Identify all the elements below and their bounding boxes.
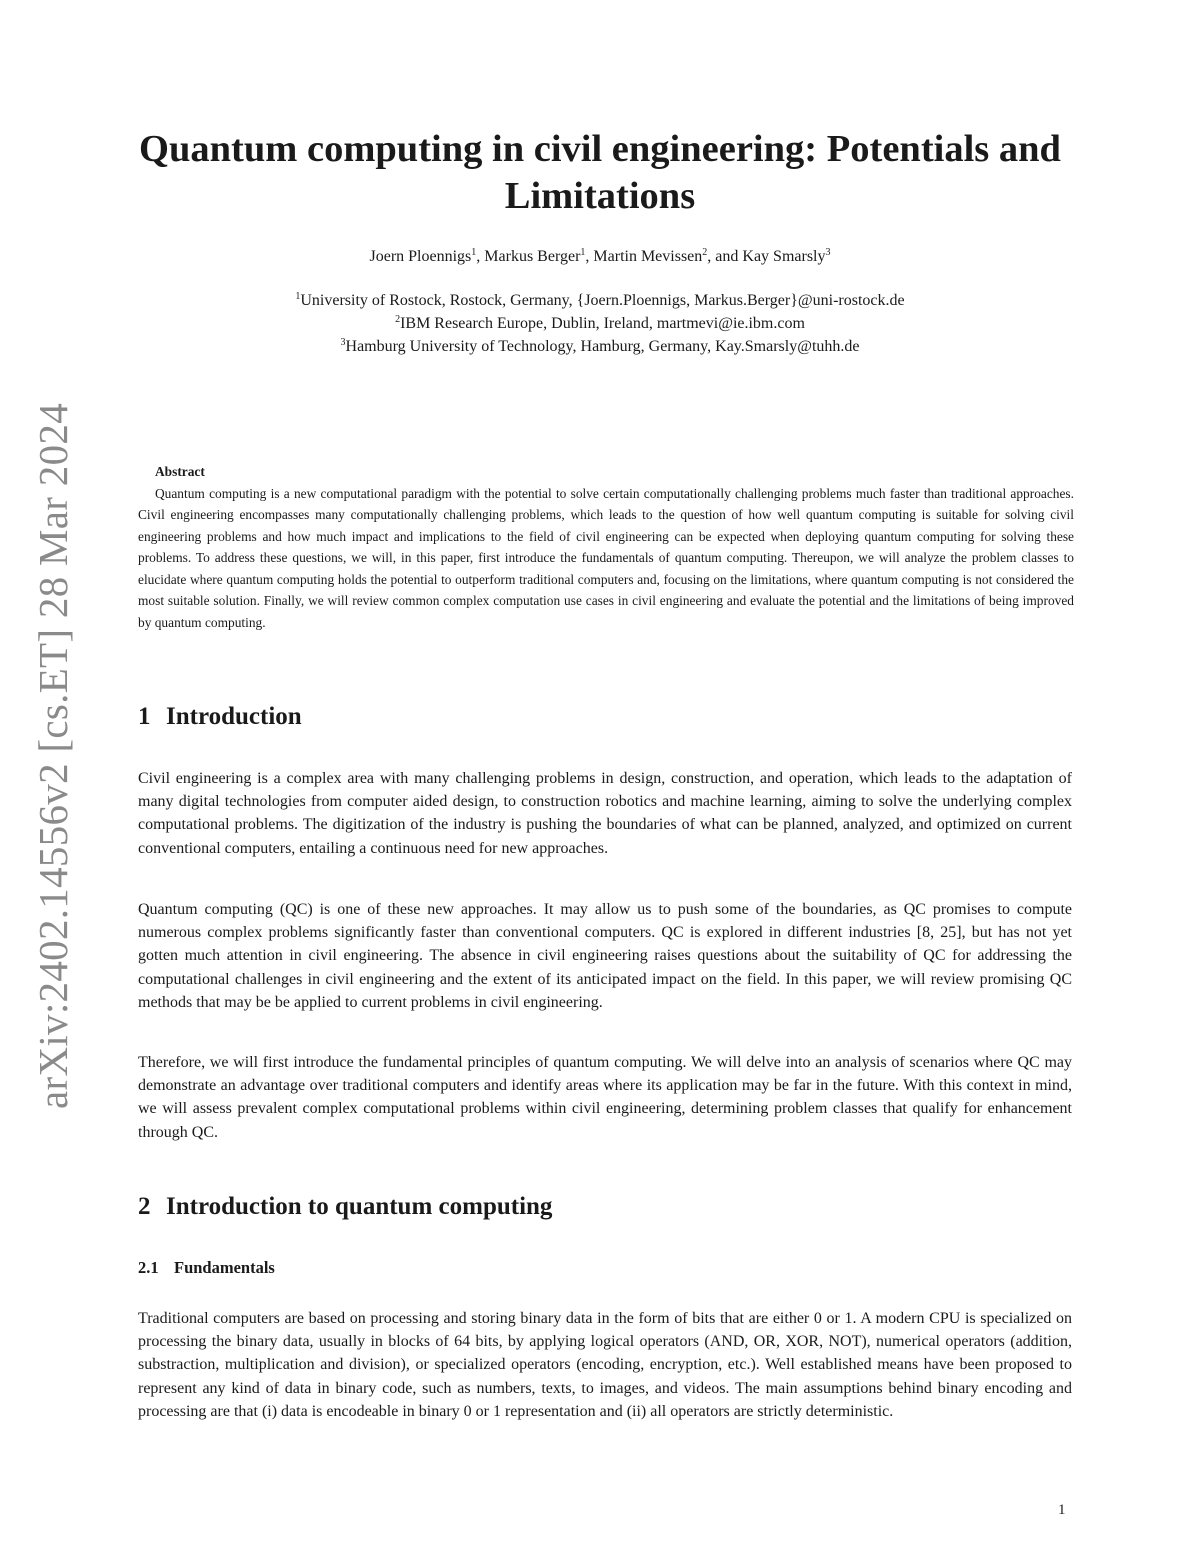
body-paragraph: Traditional computers are based on processing and storing binary data in the form of bits that are either 0 or 1. A modern CPU is specialized on processing the binary data, usually in blocks of 64 bits, by applying logical operators (AND, OR, XOR, NOT), numerical operators (addition, substraction, multiplication and division), or specialized operators (encoding, encryption, etc.). Well established means have been proposed to represent any kind of data in binary code, such as numbers, texts, to images, and videos. The main assumptions behind binary encoding and processing are that (i) data is encodeable in binary 0 or 1 representation and (ii) all operators are strictly deterministic. [138,1310,1072,1420]
body-paragraph: Therefore, we will first introduce the fundamental principles of quantum computing. We will delve into an analysis of scenarios where QC may demonstrate an advantage over traditional computers and identify areas where its application may be far in the future. With this context in mind, we will assess prevalent complex computational problems within civil engineering, determining problem classes that qualify for enhancement through QC. [138,1054,1072,1141]
page-number: 1 [1058,1502,1066,1518]
affiliation-line: $^3$Hamburg University of Technology, Hamburg, Germany, Kay.Smarsly@tuhh.de [340,337,860,355]
author-affiliation-mark: 1 [580,247,586,258]
author-affiliation-mark: 1 [471,247,477,258]
subsection-heading-fundamentals: 2.1 Fundamentals [138,1258,275,1277]
body-paragraph: Quantum computing (QC) is one of these new approaches. It may allow us to push some of the boundaries, as QC promises to compute numerous complex problems significantly faster than conventional computers. QC is explored in different industries [8, 25], but has not yet gotten much attention in civil engineering. The absence in civil engineering raises questions about the suitability of QC for addressing the computational challenges in civil engineering and the extent of its anticipated impact on the field. In this paper, we will review promising QC methods that may be be applied to current problems in civil engineering. [138,901,1072,1011]
abstract-text: Quantum computing is a new computational paradigm with the potential to solve certain computationally challenging problems much faster than traditional approaches. Civil engineering encompasses many computationally challenging problems, which leads to the question of how well quantum computing is suitable for solving civil engineering problems and how much impact and implications to the field of civil engineering can be expected when deploying quantum computing for solving these problems. To address these questions, we will, in this paper, first introduce the fundamentals of quantum computing. Thereupon, we will analyze the problem classes to elucidate where quantum computing holds the potential to outperform traditional computers and, focusing on the limitations, where quantum computing is not considered the most suitable solution. Finally, we will review common complex computation use cases in civil engineering and evaluate the potential and the limitations of being improved by quantum computing. [138,485,1074,630]
body-paragraph: Civil engineering is a complex area with many challenging problems in design, construction, and operation, which leads to the adaptation of many digital technologies from computer aided design, to construction robotics and machine learning, aiming to solve the underlying complex computational problems. The digitization of the industry is pushing the boundaries of what can be planned, analyzed, and optimized on current conventional computers, entailing a continuous need for new approaches. [138,770,1072,857]
author-name: Kay Smarsly [742,248,826,265]
author-name: Martin Mevissen [593,248,703,265]
author-affiliation-mark: 2 [702,247,708,258]
paper-title: Quantum computing in civil engineering: Potentials and Limitations [139,128,1061,217]
author-name: Joern Ploennigs [369,248,472,265]
affiliation-list [120,289,1080,358]
author-name: Markus Berger [484,248,581,265]
author-list: Joern Ploennigs$^1$, Markus Berger$^1$, Martin Mevissen$^2$, and Kay Smarsly$^3$ [369,247,831,265]
affiliation-line: $^2$IBM Research Europe, Dublin, Ireland, martmevi@ie.ibm.com [395,314,805,332]
section-heading-introduction: 1 Introduction [138,703,302,730]
arxiv-identifier-stamp: arXiv:2402.14556v2 [cs.ET] 28 Mar 2024 [30,403,76,1109]
author-affiliation-mark: 3 [825,247,831,258]
abstract-heading: Abstract [155,464,205,479]
abstract-block [138,461,1074,633]
affiliation-line: $^1$University of Rostock, Rostock, Germany, {Joern.Ploennigs, Markus.Berger}@uni-rostock.de [295,291,905,309]
section-heading-quantum-computing: 2 Introduction to quantum computing [138,1193,553,1220]
